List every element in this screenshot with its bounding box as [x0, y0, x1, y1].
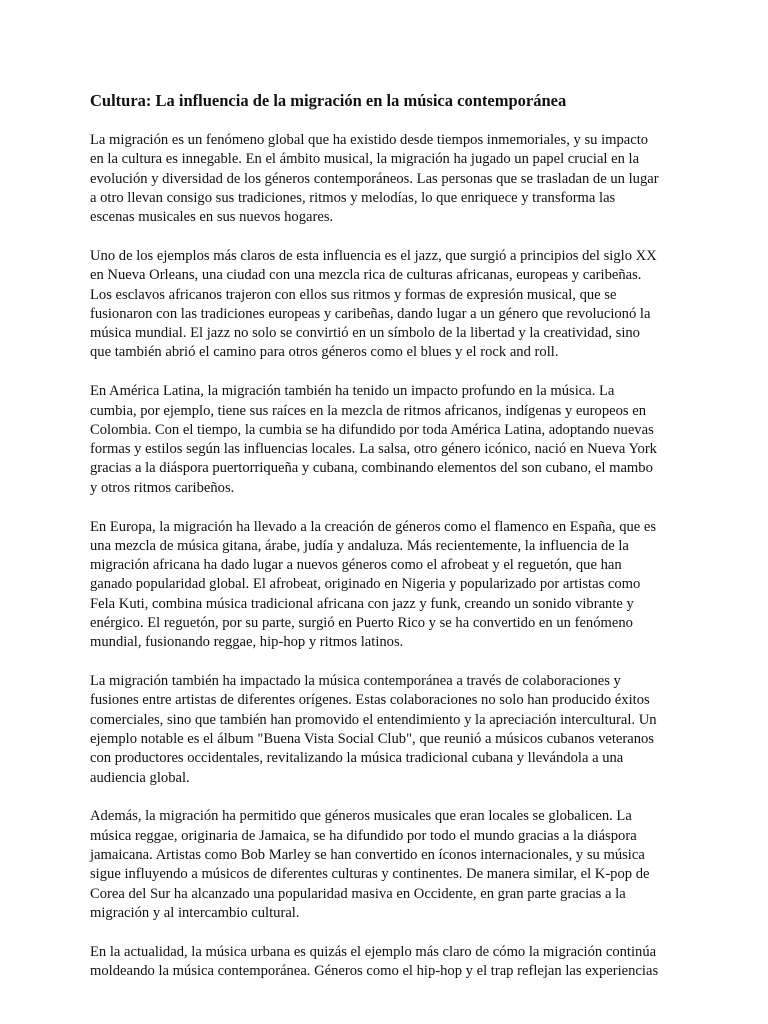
text-line: En América Latina, la migración también ha tenido un impacto profundo en la música. La	[90, 383, 615, 400]
paragraph	[90, 518, 680, 653]
paragraph	[90, 382, 680, 498]
text-line: Además, la migración ha permitido que géneros musicales que eran locales se globalicen. La	[90, 808, 632, 825]
text-line: con productores occidentales, revitalizando la música tradicional cubana y llevándola a una	[90, 750, 624, 767]
paragraph	[90, 807, 680, 923]
paragraph	[90, 943, 680, 982]
text-line: Colombia. Con el tiempo, la cumbia se ha difundido por toda América Latina, adoptando nuevas	[90, 421, 654, 438]
text-line: En Europa, la migración ha llevado a la creación de géneros como el flamenco en España, que es	[90, 518, 657, 535]
text-line: Uno de los ejemplos más claros de esta influencia es el jazz, que surgió a principios del siglo XX	[90, 247, 657, 264]
text-line: que también abrió el camino para otros géneros como el blues y el rock and roll.	[90, 344, 559, 361]
text-line: en la cultura es innegable. En el ámbito musical, la migración ha jugado un papel crucial en la	[90, 151, 640, 168]
text-line: y otros ritmos caribeños.	[90, 479, 235, 496]
text-line: comerciales, sino que también han promovido el entendimiento y la apreciación intercultural. Un	[90, 711, 657, 728]
text-line: formas y estilos según las influencias locales. La salsa, otro género icónico, nació en Nueva York	[90, 441, 657, 458]
text-line: fusiones entre artistas de diferentes orígenes. Estas colaboraciones no solo han producido éxitos	[90, 692, 650, 709]
text-line: música mundial. El jazz no solo se convirtió en un símbolo de la libertad y la creatividad, sino	[90, 325, 640, 342]
text-line: una mezcla de música gitana, árabe, judía y andaluza. Más recientemente, la influencia de la	[90, 537, 629, 554]
text-line: La migración es un fenómeno global que ha existido desde tiempos inmemoriales, y su impacto	[90, 132, 649, 148]
text-line: jamaicana. Artistas como Bob Marley se han convertido en íconos internacionales, y su música	[90, 847, 645, 863]
text-line: ganado popularidad global. El afrobeat, originado en Nigeria y popularizado por artistas como	[90, 576, 641, 593]
text-line: escenas musicales en sus nuevos hogares.	[90, 209, 334, 226]
text-line: cumbia, por ejemplo, tiene sus raíces en la mezcla de ritmos africanos, indígenas y europeos en	[90, 402, 646, 419]
text-line: Fela Kuti, combina música tradicional africana con jazz y funk, creando un sonido vibrante y	[90, 595, 634, 612]
paragraph	[90, 131, 680, 227]
text-line: a otro llevan consigo sus tradiciones, ritmos y melodías, lo que enriquece y transforma las	[90, 189, 616, 206]
text-line: audiencia global.	[90, 769, 190, 786]
text-line: Los esclavos africanos trajeron con ellos sus ritmos y formas de expresión musical, que se	[90, 286, 617, 303]
text-line: Corea del Sur ha alcanzado una popularidad masiva en Occidente, en gran parte gracias a la	[90, 885, 626, 902]
text-line: en Nueva Orleans, una ciudad con una mezcla rica de culturas africanas, europeas y caribeñas.	[90, 267, 642, 284]
text-line: gracias a la diáspora puertorriqueña y cubana, combinando elementos del son cubano, el mambo	[90, 460, 653, 477]
text-line: fusionaron con las tradiciones europeas y caribeñas, dando lugar a un género que revolucionó la	[90, 305, 651, 322]
document-body	[90, 131, 680, 981]
paragraph	[90, 672, 680, 788]
text-line: moldeando la música contemporánea. Géneros como el hip-hop y el trap reflejan las experiencias	[90, 962, 659, 979]
page-title: Cultura: La influencia de la migración en la música contemporánea	[90, 91, 567, 110]
text-line: mundial, fusionando reggae, hip-hop y ritmos latinos.	[90, 634, 404, 651]
text-line: música reggae, originaria de Jamaica, se ha difundido por todo el mundo gracias a la diáspora	[90, 827, 637, 844]
paragraph	[90, 247, 680, 363]
text-line: migración africana ha dado lugar a nuevos géneros como el afrobeat y el reguetón, que han	[90, 557, 622, 574]
text-line: La migración también ha impactado la música contemporánea a través de colaboraciones y	[90, 673, 621, 690]
text-line: sigue influyendo a músicos de diferentes culturas y continentes. De manera similar, el K-pop de	[90, 866, 650, 883]
text-line: migración y al intercambio cultural.	[90, 904, 300, 921]
text-line: enérgico. El reguetón, por su parte, surgió en Puerto Rico y se ha convertido en un fenómeno	[90, 615, 633, 632]
text-line: ejemplo notable es el álbum "Buena Vista Social Club", que reunió a músicos cubanos veteranos	[90, 731, 654, 748]
text-line: En la actualidad, la música urbana es quizás el ejemplo más claro de cómo la migración continúa	[90, 943, 657, 960]
text-line: evolución y diversidad de los géneros contemporáneos. Las personas que se trasladan de un lugar	[90, 170, 659, 187]
